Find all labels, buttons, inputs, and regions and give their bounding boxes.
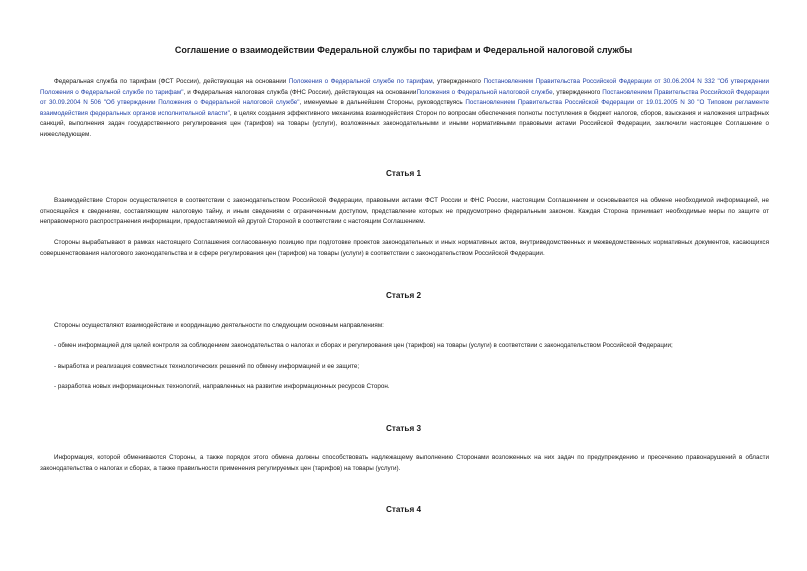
article-1-heading: Статья 1 xyxy=(385,169,422,178)
preamble-text-6: , в целях создания эффективного механизма взаимодействия Сторон по вопросам обеспечения полноты поступления в бюджет налогов, сборов, взыскания и наложения штрафных санкций, выполнения задач государственного регулирования цен (тарифов) на товары (услуги), возложенных законодательными и иными нормативными правовыми актами Российской Федерации, заключили настоящее Соглашение о нижеследующем. xyxy=(40,109,769,138)
link-fst-regulation[interactable]: Положения о Федеральной службе по тарифам xyxy=(288,78,433,85)
preamble-text-5: , именуемые в дальнейшем Стороны, руководствуясь xyxy=(299,99,466,106)
article-3-paragraph-1: Информация, которой обмениваются Стороны, а также порядок этого обмена должны способствовать надлежащему выполнению Сторонами возложенных на них задач по предупреждению и пресечению правонарушений в области законодательства о налогах и сборах, а также правильности применения регулируемых цен (тарифов) на товары (услуги). xyxy=(40,454,769,472)
link-decree-30[interactable]: Постановлением Правительства Российской Федерации от 19.01.2005 N 30 "О Типовом регламенте взаимодействия федеральных органов исполнительной власти" xyxy=(40,99,770,117)
article-1-paragraph-1: Взаимодействие Сторон осуществляется в соответствии с законодательством Российской Федерации, правовыми актами ФСТ России и ФНС России, настоящим Соглашением и основывается на обмене необходимой информацией, не относящейся к сведениям, составляющим налоговую тайну, и иным сведениям с ограниченным доступом, представление которых не предусмотрено федеральным законом. Каждая Сторона принимает необходимые меры по защите от неправомерного распространения информации, предоставляемой ей другой Стороной в соответствии с настоящим Соглашением. xyxy=(40,197,769,225)
link-decree-332[interactable]: Постановлением Правительства Российской Федерации от 30.06.2004 N 332 "Об утверждении Положения о Федеральной службе по тарифам" xyxy=(40,78,769,96)
article-1-paragraph-2: Стороны вырабатывают в рамках настоящего Соглашения согласованную позицию при подготовке проектов законодательных и иных нормативных актов, внутриведомственных и межведомственных нормативных документов, касающихся совершенствования налогового законодательства и в сфере регулирования цен (тарифов) на товары (услуги) в соответствии с законодательством Российской Федерации. xyxy=(40,239,769,257)
article-2-item-2: - выработка и реализация совместных технологических решений по обмену информацией и ее защите; xyxy=(54,363,360,370)
link-decree-506[interactable]: Постановлением Правительства Российской Федерации от 30.09.2004 N 506 "Об утверждении Положения о Федеральной налоговой службе" xyxy=(40,88,769,106)
preamble-text-2: , утвержденного xyxy=(432,78,484,85)
article-2-item-1: - обмен информацией для целей контроля за соблюдением законодательства о налогах и сборах и регулирования цен (тарифов) на товары (услуги) в соответствии с законодательством Российской Федерации; xyxy=(54,342,673,349)
document-title: Соглашение о взаимодействии Федеральной службы по тарифам и Федеральной налоговой службы xyxy=(174,45,633,55)
article-2-item-3: - разработка новых информационных технологий, направленных на развитие информационных ресурсов Сторон. xyxy=(54,383,390,390)
article-2-intro: Стороны осуществляют взаимодействие и координацию деятельности по следующим основным направлениям: xyxy=(54,322,384,329)
preamble-text-3: , и Федеральная налоговая служба (ФНС России), действующая на основании xyxy=(183,88,417,96)
article-3-heading: Статья 3 xyxy=(385,424,422,433)
preamble-paragraph xyxy=(40,77,769,140)
article-4-heading: Статья 4 xyxy=(385,505,422,514)
link-fns-regulation[interactable]: Положения о Федеральной налоговой службе xyxy=(416,88,553,96)
preamble-text-1: Федеральная служба по тарифам (ФСТ России), действующая на основании xyxy=(54,78,289,85)
preamble-text-4: , утвержденного xyxy=(552,88,603,96)
article-2-heading: Статья 2 xyxy=(385,291,422,300)
